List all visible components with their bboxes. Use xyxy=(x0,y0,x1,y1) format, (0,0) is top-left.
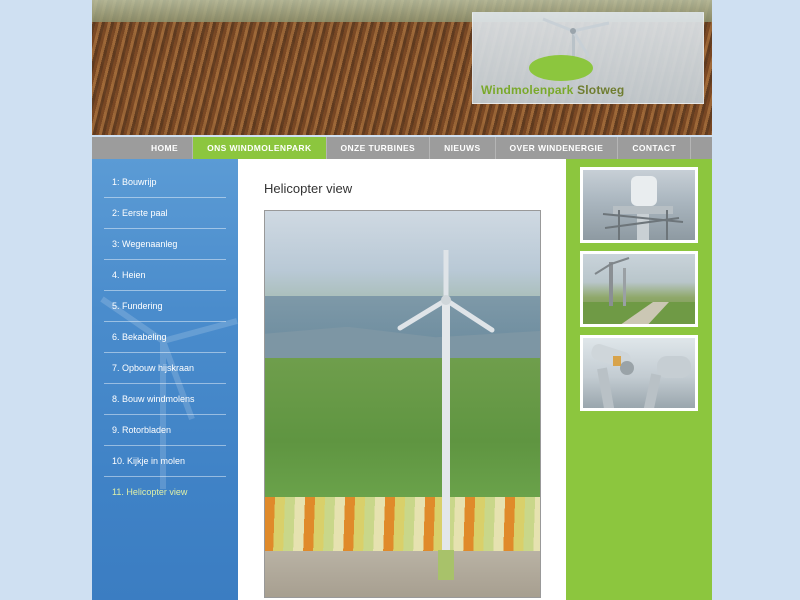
page-title: Helicopter view xyxy=(264,181,353,196)
content-area xyxy=(92,159,712,600)
sidebar-item-label: 6. Bekabeling xyxy=(112,332,167,342)
sidebar-item-rotorbladen[interactable] xyxy=(104,415,226,446)
nav-item-home[interactable] xyxy=(137,137,193,159)
nav-item-label: ONZE TURBINES xyxy=(340,143,416,153)
sidebar-item-label: 3: Wegenaanleg xyxy=(112,239,178,249)
logo-text xyxy=(481,83,624,97)
sidebar-item-label: 11. Helicopter view xyxy=(112,487,188,497)
sidebar-item-label: 8. Bouw windmolens xyxy=(112,394,195,404)
logo-subtitle: Slotweg xyxy=(577,83,625,97)
main-photo xyxy=(264,210,541,598)
main-navigation xyxy=(92,137,712,159)
thumbnail-crane-and-road[interactable] xyxy=(580,251,698,327)
thumbnail-rotor-hub-detail[interactable] xyxy=(580,335,698,411)
sidebar-item-fundering[interactable] xyxy=(104,291,226,322)
photo-wind-turbine-icon xyxy=(392,250,502,580)
nav-item-label: HOME xyxy=(151,143,179,153)
site-header xyxy=(92,0,712,135)
right-column xyxy=(566,159,712,600)
sidebar-item-helicopter-view[interactable] xyxy=(104,477,226,507)
thumb-crane-icon xyxy=(583,254,698,327)
sidebar-item-opbouw-hijskraan[interactable] xyxy=(104,353,226,384)
sidebar-item-wegenaanleg[interactable] xyxy=(104,229,226,260)
nav-left-spacer xyxy=(92,137,137,159)
nav-item-onze-turbines[interactable] xyxy=(327,137,431,159)
sidebar-item-heien[interactable] xyxy=(104,260,226,291)
nav-item-ons-windmolenpark[interactable] xyxy=(193,137,326,159)
sidebar-item-label: 10. Kijkje in molen xyxy=(112,456,186,466)
thumb-nacelle-icon xyxy=(583,170,698,243)
sidebar-item-eerste-paal[interactable] xyxy=(104,198,226,229)
page-left-margin xyxy=(0,0,92,600)
sidebar-item-label: 1: Bouwrijp xyxy=(112,177,157,187)
sidebar-item-label: 5. Fundering xyxy=(112,301,163,311)
sidebar-list xyxy=(92,159,238,507)
nav-item-label: NIEUWS xyxy=(444,143,481,153)
nav-item-label: OVER WINDENERGIE xyxy=(509,143,604,153)
sidebar-item-label: 2: Eerste paal xyxy=(112,208,168,218)
nav-item-label: CONTACT xyxy=(632,143,677,153)
nav-item-over-windenergie[interactable] xyxy=(496,137,619,159)
nav-item-nieuws[interactable] xyxy=(430,137,495,159)
sidebar-item-kijkje-in-molen[interactable] xyxy=(104,446,226,477)
sidebar-item-label: 4. Heien xyxy=(112,270,146,280)
logo-green-ellipse xyxy=(529,55,593,81)
sidebar xyxy=(92,159,238,600)
sidebar-item-bouwrijp[interactable] xyxy=(104,167,226,198)
thumb-rotor-hub-icon xyxy=(583,338,698,411)
sidebar-item-label: 9. Rotorbladen xyxy=(112,425,172,435)
nav-item-contact[interactable] xyxy=(618,137,691,159)
article xyxy=(238,159,566,600)
sidebar-item-bouw-windmolens[interactable] xyxy=(104,384,226,415)
sidebar-item-bekabeling[interactable] xyxy=(104,322,226,353)
thumbnail-turbine-nacelle[interactable] xyxy=(580,167,698,243)
site-logo[interactable] xyxy=(472,12,704,104)
nav-item-label: ONS WINDMOLENPARK xyxy=(207,143,312,153)
logo-title: Windmolenpark xyxy=(481,83,574,97)
sidebar-item-label: 7. Opbouw hijskraan xyxy=(112,363,195,373)
